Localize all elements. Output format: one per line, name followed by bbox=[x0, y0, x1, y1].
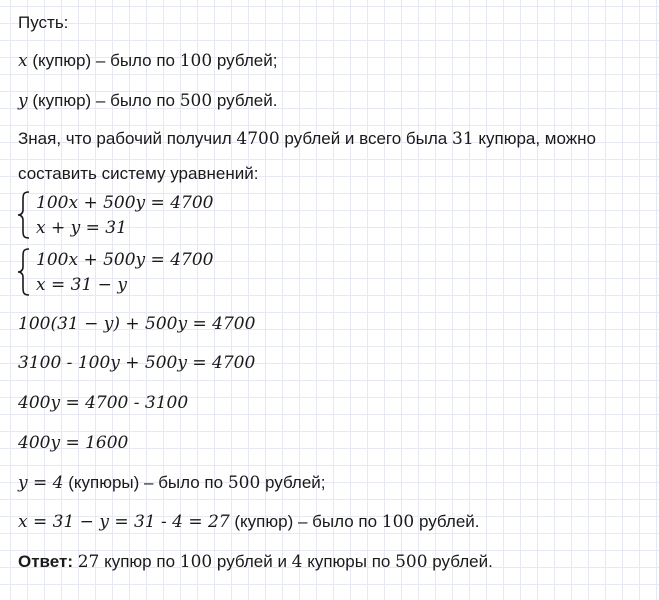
equation-system-2 bbox=[16, 247, 276, 299]
system1-equation-2: x + y = 31 bbox=[36, 218, 127, 238]
answer-line bbox=[18, 551, 493, 573]
answer-n1: 27 bbox=[77, 552, 100, 572]
y-result-num: 500 bbox=[227, 473, 261, 493]
y-def-num: 500 bbox=[179, 91, 213, 111]
y-definition-line bbox=[18, 90, 277, 112]
step-4: 400y = 1600 bbox=[18, 433, 129, 453]
knowing-line-1 bbox=[18, 128, 596, 150]
answer-t1: купюр по bbox=[99, 552, 180, 571]
answer-t4: рублей. bbox=[427, 552, 493, 571]
system2-equation-2: x = 31 − y bbox=[36, 275, 127, 295]
system1-equation-1: 100x + 500y = 4700 bbox=[36, 193, 214, 213]
knowing-num2: 31 bbox=[452, 129, 474, 149]
answer-n3: 4 bbox=[291, 552, 303, 572]
y-result-tail: рублей; bbox=[260, 473, 326, 492]
answer-n4: 500 bbox=[395, 552, 428, 572]
left-brace-icon bbox=[16, 190, 32, 240]
x-result-tail: рублей. bbox=[414, 512, 480, 531]
knowing-pre: Зная, что рабочий получил bbox=[18, 129, 237, 148]
answer-t3: купюры по bbox=[302, 552, 396, 571]
answer-n2: 100 bbox=[179, 552, 213, 572]
y-result-text: (купюры) – было по bbox=[63, 473, 228, 492]
equation-system-1 bbox=[16, 190, 276, 242]
answer-label: Ответ: bbox=[18, 552, 73, 571]
y-def-text: (купюр) – было по bbox=[27, 91, 180, 110]
y-result-line bbox=[18, 472, 326, 494]
x-def-num: 100 bbox=[179, 51, 213, 71]
step-2: 3100 - 100y + 500y = 4700 bbox=[18, 353, 256, 373]
system2-equation-1: 100x + 500y = 4700 bbox=[36, 250, 214, 270]
knowing-num1: 4700 bbox=[236, 129, 280, 149]
x-result-expr: x = 31 − y = 31 - 4 = 27 bbox=[18, 512, 230, 532]
answer-t2: рублей и bbox=[212, 552, 292, 571]
x-definition-line bbox=[18, 50, 277, 72]
x-def-text: (купюр) – было по bbox=[27, 51, 180, 70]
step-1: 100(31 − y) + 500y = 4700 bbox=[18, 314, 256, 334]
knowing-line-2: составить систему уравнений: bbox=[18, 164, 259, 183]
left-brace-icon bbox=[16, 247, 32, 297]
y-result-expr: y = 4 bbox=[18, 473, 64, 493]
intro-line: Пусть: bbox=[18, 13, 69, 32]
y-def-tail: рублей. bbox=[212, 91, 278, 110]
x-result-line bbox=[18, 511, 480, 533]
x-result-text: (купюр) – было по bbox=[229, 512, 382, 531]
var-x: x bbox=[18, 51, 28, 71]
step-3: 400y = 4700 - 3100 bbox=[18, 393, 189, 413]
knowing-mid: рублей и всего была bbox=[279, 129, 452, 148]
x-def-tail: рублей; bbox=[212, 51, 278, 70]
knowing-post: купюра, можно bbox=[473, 129, 596, 148]
var-y: y bbox=[18, 91, 28, 111]
x-result-num: 100 bbox=[381, 512, 415, 532]
